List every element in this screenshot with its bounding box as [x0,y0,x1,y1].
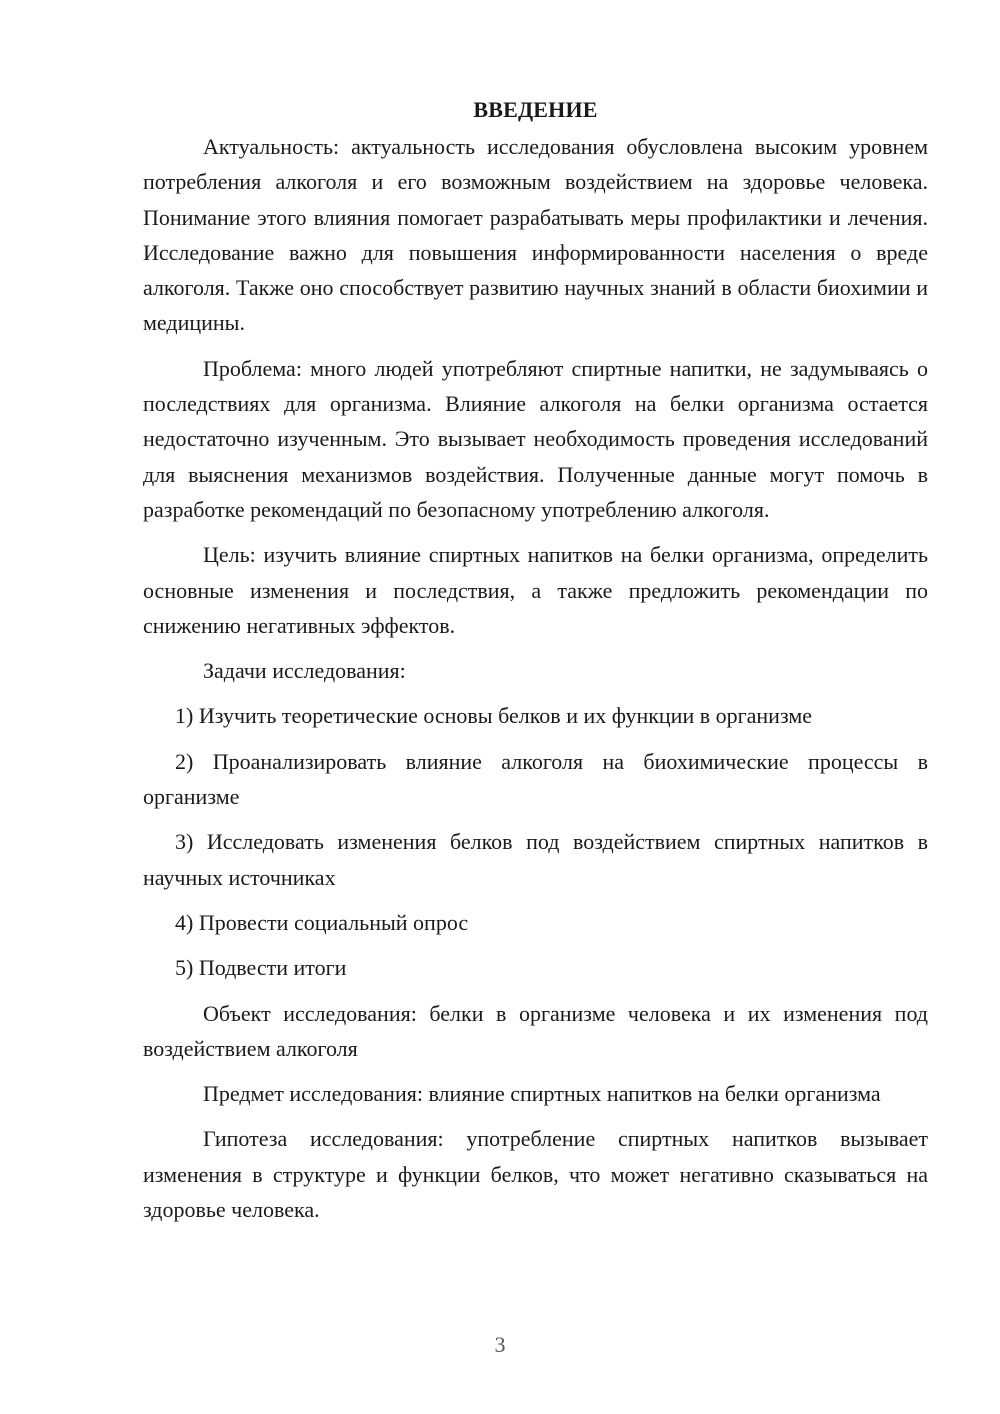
task-item-5: 5) Подвести итоги [175,955,347,981]
task-item-1: 1) Изучить теоретические основы белков и их функции в организме [175,703,813,729]
paragraph-goal: Цель: изучить влияние спиртных напитков на белки организма, определить основные изменения и последствия, а также предложить рекомендации по снижению негативных эффектов. [143,542,928,638]
paragraph-problem: Проблема: много людей употребляют спиртные напитки, не задумываясь о последствиях для организма. Влияние алкоголя на белки организма остается недостаточно изученным. Это вызывает необходимость проведения исследований для выяснения механизмов воздействия. Полученные данные могут помочь в разработке рекомендаций по безопасному употреблению алкоголя. [143,355,928,522]
task-item-2: 2) Проанализировать влияние алкоголя на биохимические процессы в организме [143,748,928,810]
paragraph-relevance: Актуальность: актуальность исследования обусловлена высоким уровнем потребления алкоголя и его возможным воздействием на здоровье человека. Понимание этого влияния помогает разрабатывать меры профилактики и лечения. Исследование важно для повышения информированности населения о вреде алкоголя. Также оно способствует развитию научных знаний в области биохимии и медицины. [143,134,928,336]
task-item-4: 4) Провести социальный опрос [175,909,469,935]
tasks-heading: Задачи исследования: [203,658,406,684]
page-title: ВВЕДЕНИЕ [473,97,598,122]
paragraph-object: Объект исследования: белки в организме человека и их изменения под воздействием алкоголя [143,1000,928,1061]
paragraph-subject: Предмет исследования: влияние спиртных напитков на белки организма [203,1081,881,1107]
task-item-3: 3) Исследовать изменения белков под воздействием спиртных напитков в научных источниках [143,829,928,890]
paragraph-hypothesis: Гипотеза исследования: употребление спиртных напитков вызывает изменения в структуре и функции белков, что может негативно сказываться на здоровье человека. [143,1126,928,1223]
document-page [143,92,928,1237]
page-number: 3 [494,1332,506,1357]
